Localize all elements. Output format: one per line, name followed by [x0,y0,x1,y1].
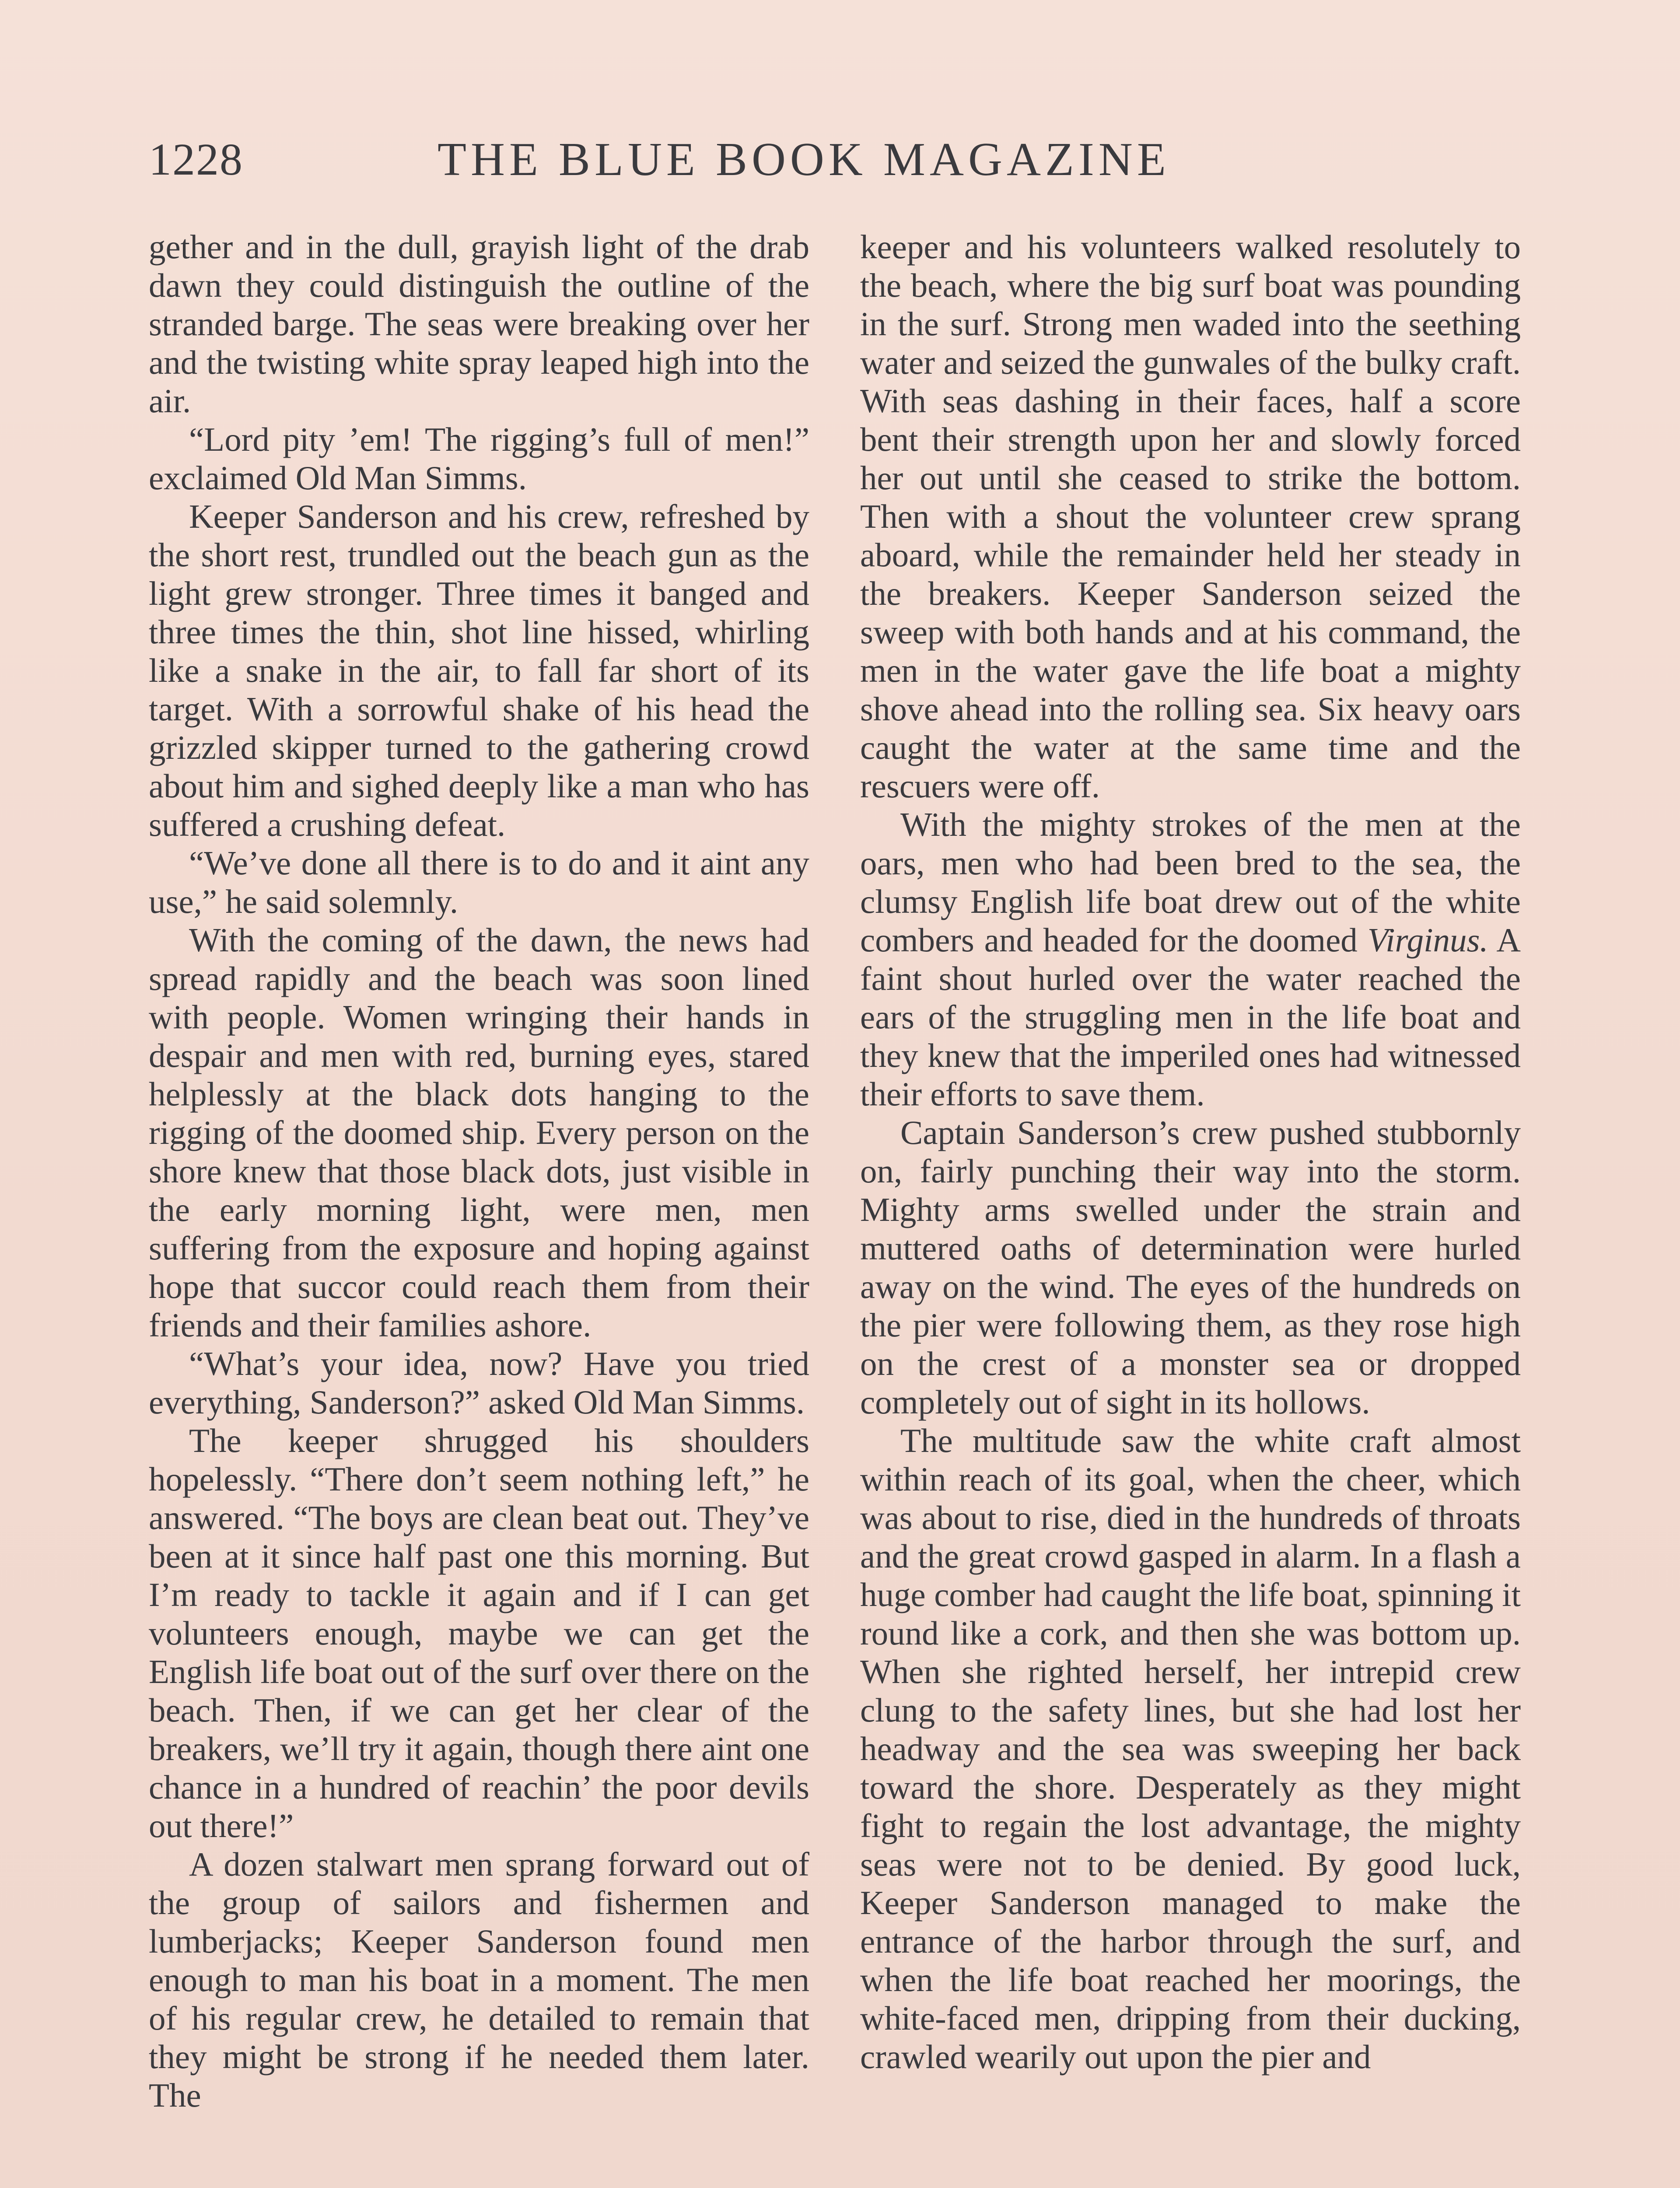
ship-name: Virginus. [1367,921,1488,959]
paragraph [860,805,1521,1113]
paragraph: Keeper Sanderson and his crew, refreshed by the short rest, trundled out the beach gun as the light grew stronger. Three times it banged and three times the thin, shot line hissed, whirling like a snake in the air, to fall far short of its target. With a sorrowful shake of his head the grizzled skipper turned to the gathering crowd about him and sighed deeply like a man who has suffered a crushing defeat. [149,498,809,843]
paragraph-text: A faint shout hurled over the water reached the ears of the struggling men in the life boat and they knew that the imperiled ones had witnessed their efforts to save them. [860,921,1521,1113]
page-number: 1228 [149,134,243,185]
paragraph: Captain Sanderson’s crew pushed stubbornly on, fairly punching their way into the storm. Mighty arms swelled under the strain and muttered oaths of determination were hurled away on the wind. The eyes of the hundreds on the pier were following them, as they rose high on the crest of a monster sea or dropped completely out of sight in its hollows. [860,1114,1521,1421]
paragraph: gether and in the dull, grayish light of the drab dawn they could distinguish the outline of the stranded barge. The seas were breaking over her and the twisting white spray leaped high into the air. [149,228,809,420]
page-header [149,127,1536,193]
text-column-right [860,228,1521,2076]
paragraph: A dozen stalwart men sprang forward out of the group of sailors and fishermen and lumberjacks; Keeper Sanderson found men enough to man his boat in a moment. The men of his regular crew, he detailed to remain that they might be strong if he needed them later. The [149,1845,809,2114]
paragraph: The keeper shrugged his shoulders hopelessly. “There don’t seem nothing left,” he answered. “The boys are clean beat out. They’ve been at it since half past one this morning. But I’m ready to tackle it again and if I can get volunteers enough, maybe we can get the English life boat out of the surf over there on the beach. Then, if we can get her clear of the breakers, we’ll try it again, though there aint one chance in a hundred of reachin’ the poor devils out there!” [149,1422,809,1844]
paragraph: With the coming of the dawn, the news had spread rapidly and the beach was soon lined with people. Women wringing their hands in despair and men with red, burning eyes, stared helplessly at the black dots hanging to the rigging of the doomed ship. Every person on the shore knew that those black dots, just visible in the early morning light, were men, men suffering from the exposure and hoping against hope that succor could reach them from their friends and their families ashore. [149,921,809,1344]
text-column-left [149,228,809,2114]
paragraph: “What’s your idea, now? Have you tried everything, Sanderson?” asked Old Man Simms. [149,1345,809,1421]
paragraph: keeper and his volunteers walked resolutely to the beach, where the big surf boat was pounding in the surf. Strong men waded into the seething water and seized the gunwales of the bulky craft. With seas dashing in their faces, half a score bent their strength upon her and slowly forced her out until she ceased to strike the bottom. Then with a shout the volunteer crew sprang aboard, while the remainder held her steady in the breakers. Keeper Sanderson seized the sweep with both hands and at his command, the men in the water gave the life boat a mighty shove ahead into the rolling sea. Six heavy oars caught the water at the same time and the rescuers were off. [860,228,1521,805]
paragraph: The multitude saw the white craft almost within reach of its goal, when the cheer, which was about to rise, died in the hundreds of throats and the great crowd gasped in alarm. In a flash a huge comber had caught the life boat, spinning it round like a cork, and then she was bottom up. When she righted herself, her intrepid crew clung to the safety lines, but she had lost her headway and the sea was sweeping her back toward the shore. Desperately as they might fight to regain the lost advantage, the mighty seas were not to be denied. By good luck, Keeper Sanderson managed to make the entrance of the harbor through the surf, and when the life boat reached her moorings, the white-faced men, dripping from their ducking, crawled wearily out upon the pier and [860,1422,1521,2076]
paragraph: “We’ve done all there is to do and it aint any use,” he said solemnly. [149,844,809,920]
magazine-title: THE BLUE BOOK MAGAZINE [438,133,1170,186]
paragraph-text: With the mighty strokes of the men at the oars, men who had been bred to the sea, the clumsy English life boat drew out of the white combers and headed for the doomed [860,806,1521,959]
paragraph: “Lord pity ’em! The rigging’s full of men!” exclaimed Old Man Simms. [149,421,809,497]
